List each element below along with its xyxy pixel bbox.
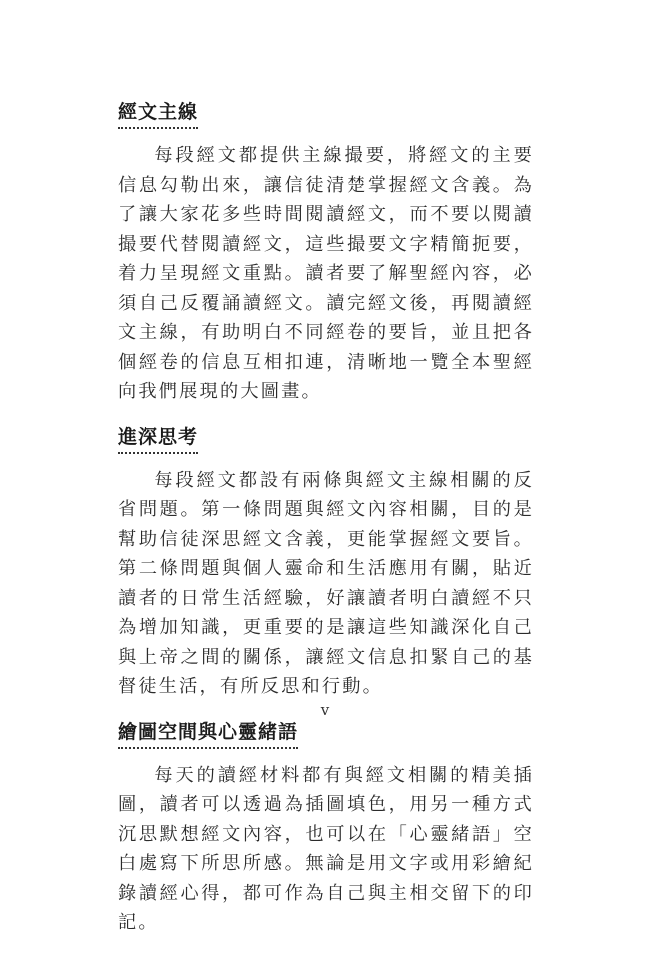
section-heading: 經文主線 bbox=[118, 101, 199, 123]
page-number: v bbox=[320, 701, 330, 719]
section-heading: 進深思考 bbox=[118, 425, 199, 448]
section-paragraph: 每天的讀經材料都有與經文相關的精美插圖，讀者可以透過為插圖填色，用另一種方式沉思默想經文內容，也可以在「心靈緒語」空白處寫下所思所感。無論是用文字或用彩繪紀錄讀經心得，都可作為自己與主相交留下的印記。 bbox=[118, 764, 534, 933]
heading-underline bbox=[118, 720, 298, 749]
section-drawing-space bbox=[118, 720, 534, 938]
heading-underline bbox=[118, 100, 198, 129]
section-deeper-reflection bbox=[118, 425, 534, 702]
section-paragraph: 每段經文都提供主線撮要，將經文的主要信息勾勒出來，讓信徒清楚掌握經文含義。為了讓大家花多些時間閱讀經文，而不要以閱讀撮要代替閱讀經文，這些撮要文字精簡扼要，着力呈現經文重點。讀者要了解聖經內容，必須自己反覆誦讀經文。讀完經文後，再閱讀經文主線，有助明白不同經卷的要旨，並且把各個經卷的信息互相扣連，清晰地一覽全本聖經向我們展現的大圖畫。 bbox=[118, 145, 534, 402]
section-heading: 繪圖空間與心靈緒語 bbox=[118, 720, 299, 743]
section-scripture-mainline bbox=[118, 100, 534, 407]
section-paragraph: 每段經文都設有兩條與經文主線相關的反省問題。第一條問題與經文內容相關，目的是幫助信徒深思經文含義，更能掌握經文要旨。第二條問題與個人靈命和生活應用有關，貼近讀者的日常生活經驗，好讓讀者明白讀經不只為增加知識，更重要的是讓這些知識深化自己與上帝之間的關係，讓經文信息扣緊自己的基督徒生活，有所反思和行動。 bbox=[118, 469, 534, 697]
heading-underline bbox=[118, 425, 198, 454]
document-page bbox=[118, 100, 534, 956]
